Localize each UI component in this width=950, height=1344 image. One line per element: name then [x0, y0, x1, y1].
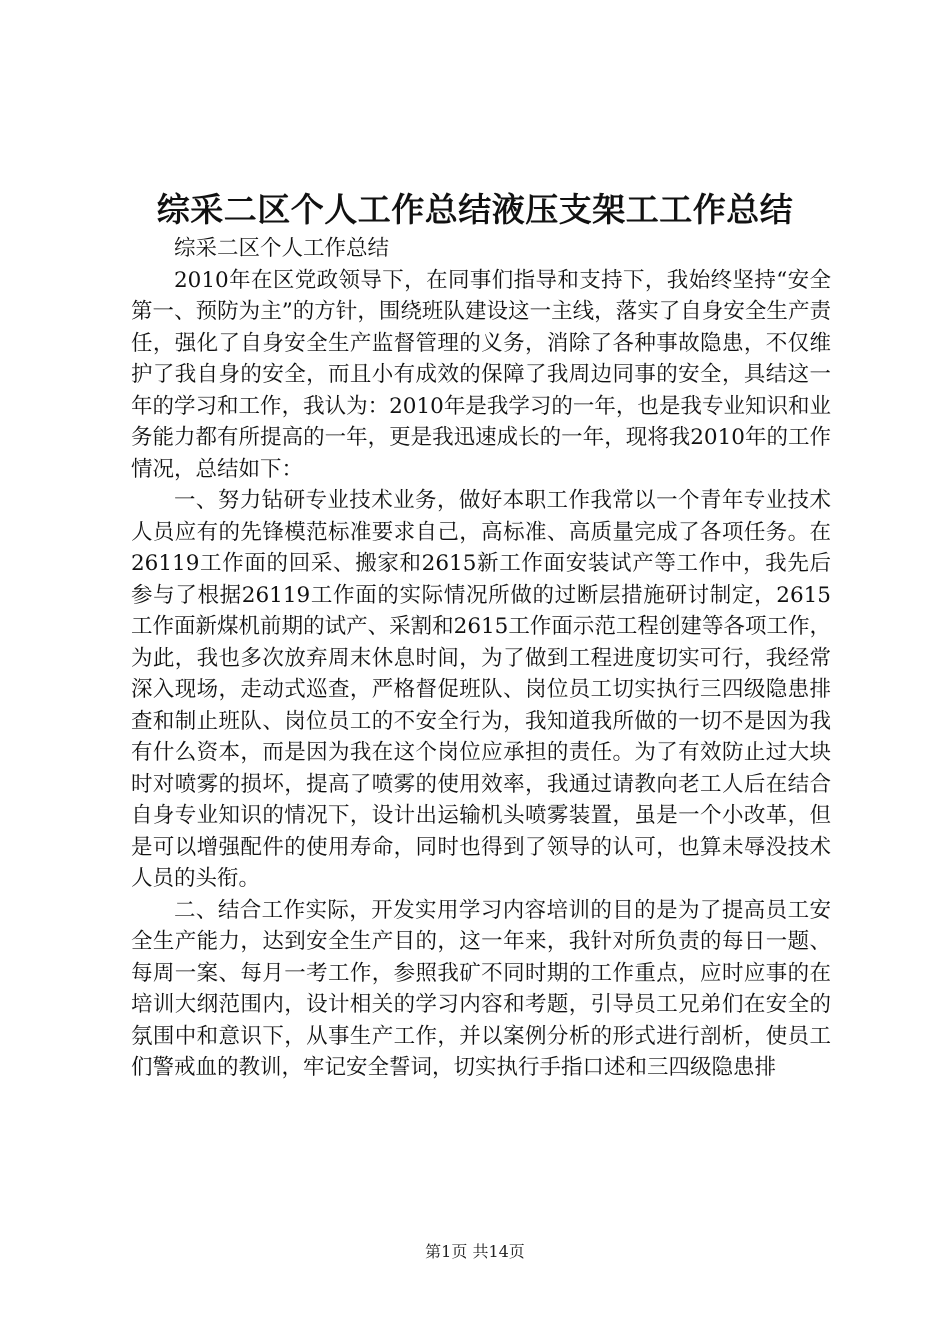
document-body: [131, 233, 831, 1084]
document-title: 综采二区个人工作总结液压支架工工作总结: [156, 190, 794, 229]
page-number: 第1页 共14页: [425, 1242, 525, 1261]
body-paragraph: 一、努力钻研专业技术业务，做好本职工作我常以一个青年专业技术人员应有的先锋模范标准要求自己，高标准、高质量完成了各项任务。在26119工作面的回采、搬家和2615新工作面安装试产等工作中，我先后参与了根据26119工作面的实际情况所做的过断层措施研讨制定，2615工作面新煤机前期的试产、采割和2615工作面示范工程创建等各项工作，为此，我也多次放弃周末休息时间，为了做到工程进度切实可行，我经常深入现场，走动式巡查，严格督促班队、岗位员工切实执行三四级隐患排查和制止班队、岗位员工的不安全行为，我知道我所做的一切不是因为我有什么资本，而是因为我在这个岗位应承担的责任。为了有效防止过大块时对喷雾的损坏，提高了喷雾的使用效率，我通过请教向老工人后在结合自身专业知识的情况下，设计出运输机头喷雾装置，虽是一个小改革，但是可以增强配件的使用寿命，同时也得到了领导的认可，也算未辱没技术人员的头衔。: [131, 488, 831, 891]
page-footer: [0, 1240, 950, 1264]
section-heading: 综采二区个人工作总结: [174, 236, 390, 261]
body-paragraph: 2010年在区党政领导下，在同事们指导和支持下，我始终坚持“安全第一、预防为主”的方针，围绕班队建设这一主线，落实了自身安全生产责任，强化了自身安全生产监督管理的义务，消除了各种事故隐患，不仅维护了我自身的安全，而且小有成效的保障了我周边同事的安全，具结这一年的学习和工作，我认为：2010年是我学习的一年，也是我专业知识和业务能力都有所提高的一年，更是我迅速成长的一年，现将我2010年的工作情况，总结如下：: [131, 267, 831, 482]
body-paragraph: 二、结合工作实际，开发实用学习内容培训的目的是为了提高员工安全生产能力，达到安全生产目的，这一年来，我针对所负责的每日一题、每周一案、每月一考工作，参照我矿不同时期的工作重点，应时应事的在培训大纲范围内，设计相关的学习内容和考题，引导员工兄弟们在安全的氛围中和意识下，从事生产工作，并以案例分析的形式进行剖析，使员工们警戒血的教训，牢记安全誓词，切实执行手指口述和三四级隐患排: [131, 897, 831, 1080]
